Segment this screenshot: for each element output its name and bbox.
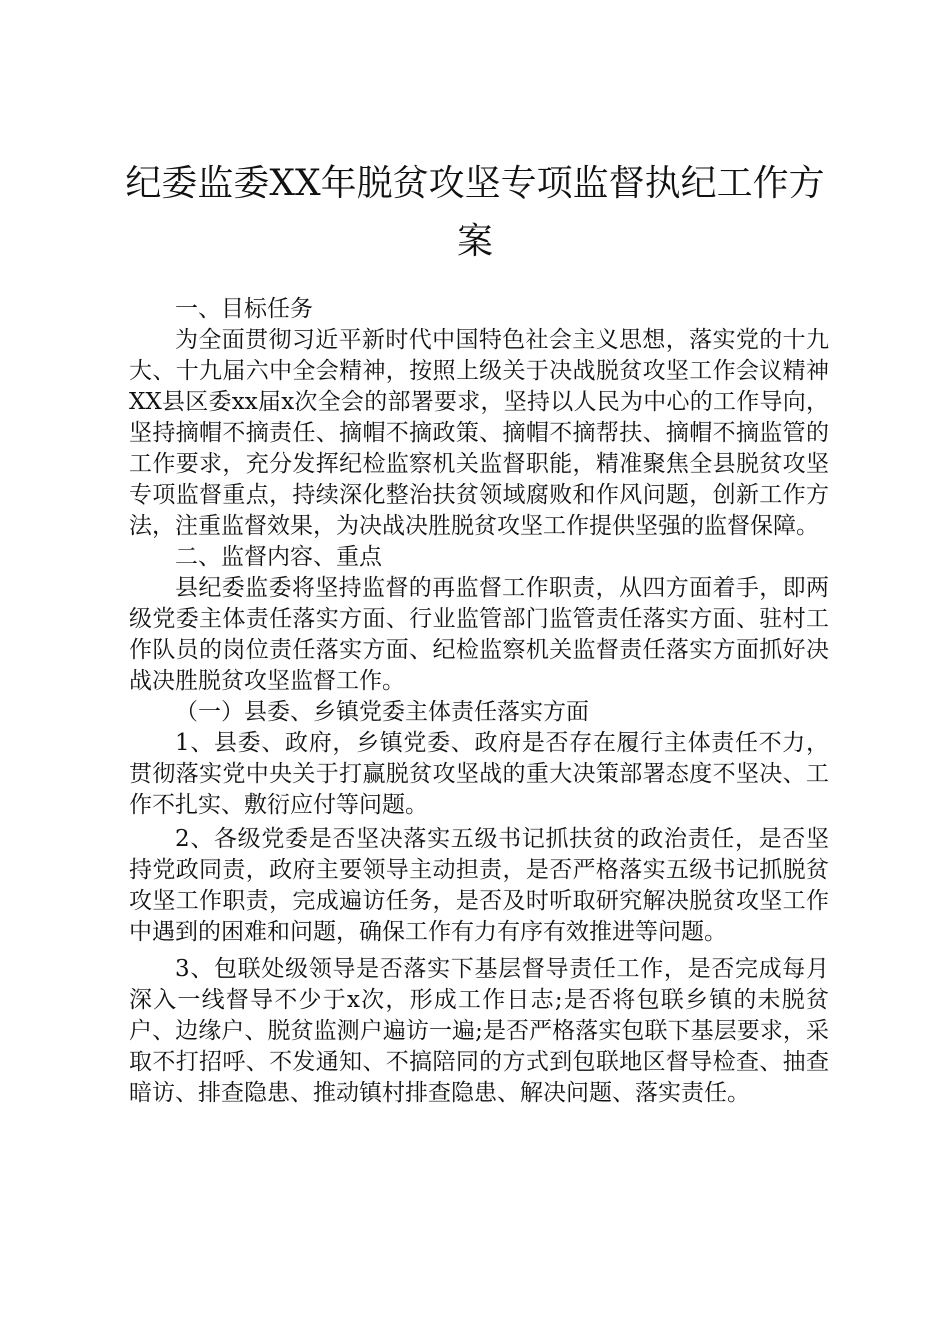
section-heading-goals: 一、目标任务 (175, 296, 313, 322)
subsection-heading-responsibility: （一）县委、乡镇党委主体责任落实方面 (175, 699, 589, 725)
document-title-line-1: 纪委监委XX年脱贫攻坚专项监督执纪工作方 (125, 163, 825, 204)
document-title-line-2: 案 (456, 221, 493, 262)
paragraph-goals: 为全面贯彻习近平新时代中国特色社会主义思想，落实党的十九大、十九届六中全会精神，按照上级关于决战脱贫攻坚工作会议精神XX县区委xx届x次全会的部署要求，坚持以人民为中心的工作导向，坚持摘帽不摘责任、摘帽不摘政策、摘帽不摘帮扶、摘帽不摘监管的工作要求，充分发挥纪检监察机关监督职能，精准聚焦全县脱贫攻坚专项监督重点，持续深化整治扶贫领域腐败和作风问题，创新工作方法，注重监督效果，为决战决胜脱贫攻坚工作提供坚强的监督保障。 (129, 327, 829, 539)
document-body (129, 294, 829, 1109)
section-heading-content: 二、监督内容、重点 (175, 544, 382, 570)
list-item-3: 3、包联处级领导是否落实下基层督导责任工作，是否完成每月深入一线督导不少于x次，形成工作日志;是否将包联乡镇的未脱贫户、边缘户、脱贫监测户遍访一遍;是否严格落实包联下基层要求，采取不打招呼、不发通知、不搞陪同的方式到包联地区督导检查、抽查暗访、排查隐患、推动镇村排查隐患、解决问题、落实责任。 (129, 956, 829, 1106)
list-item-2: 2、各级党委是否坚决落实五级书记抓扶贫的政治责任，是否坚持党政同责，政府主要领导主动担责，是否严格落实五级书记抓脱贫攻坚工作职责，完成遍访任务，是否及时听取研究解决脱贫攻坚工作中遇到的困难和问题，确保工作有力有序有效推进等问题。 (129, 826, 829, 945)
list-item-1: 1、县委、政府，乡镇党委、政府是否存在履行主体责任不力，贯彻落实党中央关于打赢脱贫攻坚战的重大决策部署态度不坚决、工作不扎实、敷衍应付等问题。 (129, 730, 829, 818)
paragraph-content: 县纪委监委将坚持监督的再监督工作职责，从四方面着手，即两级党委主体责任落实方面、行业监管部门监管责任落实方面、驻村工作队员的岗位责任落实方面、纪检监察机关监督责任落实方面抓好决战决胜脱贫攻坚监督工作。 (129, 575, 829, 694)
